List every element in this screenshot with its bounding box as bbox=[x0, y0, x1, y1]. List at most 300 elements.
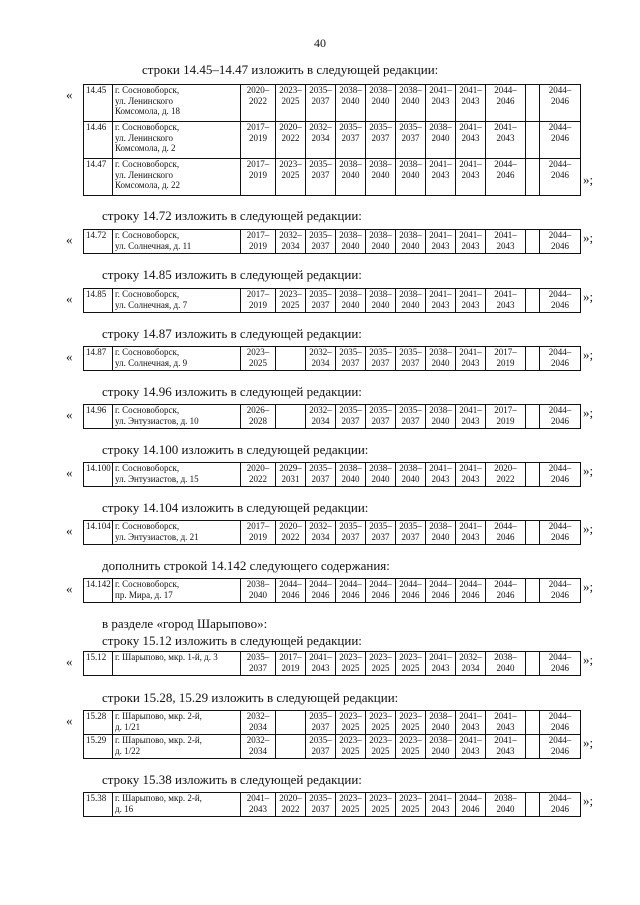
period-cell bbox=[526, 521, 540, 545]
table-row bbox=[84, 159, 581, 196]
period-start: 2041– bbox=[459, 463, 482, 473]
period-start: 2035– bbox=[369, 521, 392, 531]
period-start: 2017– bbox=[279, 652, 302, 662]
period-end: 2043 bbox=[461, 132, 480, 143]
period-start: 2038– bbox=[399, 463, 422, 473]
period-cell bbox=[456, 463, 486, 487]
period-end: 2019 bbox=[249, 240, 267, 251]
period-cell bbox=[396, 289, 426, 313]
table-row bbox=[84, 347, 581, 371]
period-start: 2041– bbox=[459, 289, 482, 299]
section-heading: строку 14.104 изложить в следующей редакции: bbox=[102, 500, 369, 515]
period-end: 2046 bbox=[551, 589, 569, 600]
period-end: 2046 bbox=[341, 589, 360, 600]
row-number: 14.85 bbox=[84, 289, 113, 313]
period-cell bbox=[526, 122, 540, 159]
period-start: 2038– bbox=[494, 652, 517, 662]
period-cell bbox=[276, 579, 306, 603]
period-start: 2041– bbox=[494, 711, 517, 721]
table-row bbox=[84, 405, 581, 429]
section-heading: строку 14.96 изложить в следующей редакции: bbox=[102, 384, 362, 399]
period-start: 2044– bbox=[279, 579, 302, 589]
period-start: 2044– bbox=[339, 579, 362, 589]
period-start: 2041– bbox=[246, 793, 270, 803]
period-end: 2034 bbox=[311, 531, 330, 542]
period-start: 2041– bbox=[429, 230, 452, 240]
period-cell bbox=[486, 521, 526, 545]
table-row bbox=[84, 521, 581, 545]
period-start: 2017– bbox=[246, 122, 270, 132]
period-cell bbox=[456, 652, 486, 676]
period-end: 2040 bbox=[496, 803, 515, 814]
period-end: 2046 bbox=[496, 169, 515, 180]
period-start: 2035– bbox=[399, 405, 422, 415]
period-end: 2037 bbox=[371, 132, 390, 143]
period-end: 2037 bbox=[311, 473, 330, 484]
period-start: 2032– bbox=[309, 405, 332, 415]
period-end: 2046 bbox=[496, 95, 515, 106]
address-line: Комсомола, д. 22 bbox=[115, 180, 181, 190]
open-quote: « bbox=[66, 407, 73, 422]
period-cell bbox=[426, 159, 456, 196]
period-start: 2041– bbox=[459, 122, 482, 132]
period-cell bbox=[306, 521, 336, 545]
period-end: 2037 bbox=[401, 531, 420, 542]
period-end: 2037 bbox=[401, 132, 420, 143]
period-end: 2019 bbox=[496, 357, 515, 368]
period-end: 2046 bbox=[551, 95, 569, 106]
period-cell bbox=[336, 85, 366, 122]
period-start: 2044– bbox=[494, 579, 517, 589]
address-line: г. Сосновоборск, bbox=[115, 289, 180, 299]
period-cell bbox=[366, 122, 396, 159]
period-end: 2046 bbox=[281, 589, 300, 600]
period-cell bbox=[426, 347, 456, 371]
period-cell bbox=[366, 579, 396, 603]
period-end: 2043 bbox=[496, 132, 515, 143]
close-quote: »; bbox=[583, 652, 594, 667]
period-cell bbox=[396, 230, 426, 254]
period-end: 2043 bbox=[461, 240, 480, 251]
open-quote: « bbox=[66, 581, 73, 596]
period-start: 2038– bbox=[429, 735, 452, 745]
period-start: 2032– bbox=[309, 347, 332, 357]
period-start: 2017– bbox=[246, 521, 270, 531]
period-end: 2037 bbox=[371, 415, 390, 426]
period-end: 2037 bbox=[341, 415, 360, 426]
period-cell bbox=[486, 347, 526, 371]
period-start: 2038– bbox=[399, 85, 422, 95]
period-cell bbox=[486, 793, 526, 817]
period-end: 2046 bbox=[461, 589, 480, 600]
address-cell bbox=[113, 230, 241, 254]
period-start: 2041– bbox=[459, 405, 482, 415]
row-number: 15.12 bbox=[84, 652, 113, 676]
period-cell bbox=[456, 122, 486, 159]
period-cell bbox=[456, 405, 486, 429]
period-cell bbox=[276, 521, 306, 545]
address-cell bbox=[113, 85, 241, 122]
schedule-table bbox=[83, 710, 581, 759]
period-cell bbox=[306, 463, 336, 487]
period-cell bbox=[486, 405, 526, 429]
page-number: 40 bbox=[314, 36, 326, 50]
period-end: 2046 bbox=[551, 132, 569, 143]
period-end: 2046 bbox=[551, 531, 569, 542]
period-cell bbox=[306, 347, 336, 371]
close-quote: »; bbox=[583, 793, 594, 808]
period-end: 2040 bbox=[341, 240, 360, 251]
period-end: 2037 bbox=[311, 299, 330, 310]
period-cell bbox=[336, 735, 366, 759]
close-quote: »; bbox=[583, 347, 594, 362]
period-start: 2035– bbox=[309, 159, 332, 169]
period-start: 2035– bbox=[399, 347, 422, 357]
period-start: 2038– bbox=[429, 122, 452, 132]
period-end: 2022 bbox=[281, 531, 300, 542]
address-cell bbox=[113, 122, 241, 159]
period-start: 2044– bbox=[548, 711, 572, 721]
schedule-table bbox=[83, 84, 581, 196]
address-line: ул. Энтузиастов, д. 10 bbox=[115, 415, 199, 426]
period-cell bbox=[306, 289, 336, 313]
period-cell bbox=[306, 159, 336, 196]
address-line: г. Шарыпово, мкр. 2-й, bbox=[115, 793, 202, 803]
period-start: 2044– bbox=[548, 289, 572, 299]
period-end: 2046 bbox=[371, 589, 390, 600]
period-start: 2044– bbox=[494, 159, 517, 169]
period-start: 2020– bbox=[494, 463, 517, 473]
period-end: 2037 bbox=[311, 240, 330, 251]
period-start: 2041– bbox=[494, 230, 517, 240]
period-start: 2044– bbox=[548, 652, 572, 662]
address-line: г. Сосновоборск, bbox=[115, 122, 180, 132]
address-line: д. 1/22 bbox=[115, 745, 141, 756]
address-cell bbox=[113, 652, 241, 676]
period-cell bbox=[486, 711, 526, 735]
period-end: 2025 bbox=[341, 803, 360, 814]
period-cell bbox=[241, 159, 276, 196]
row-number: 15.29 bbox=[84, 735, 113, 759]
period-cell bbox=[366, 85, 396, 122]
period-end: 2043 bbox=[311, 662, 330, 673]
period-cell bbox=[456, 85, 486, 122]
period-cell bbox=[396, 122, 426, 159]
period-cell bbox=[526, 85, 540, 122]
period-cell bbox=[540, 159, 581, 196]
period-end: 2019 bbox=[249, 132, 267, 143]
period-cell bbox=[336, 347, 366, 371]
address-cell bbox=[113, 405, 241, 429]
period-cell bbox=[366, 347, 396, 371]
period-cell bbox=[396, 711, 426, 735]
period-end: 2022 bbox=[496, 473, 515, 484]
period-cell bbox=[540, 521, 581, 545]
period-start: 2044– bbox=[309, 579, 332, 589]
period-cell bbox=[366, 463, 396, 487]
schedule-table bbox=[83, 651, 581, 676]
period-end: 2034 bbox=[249, 721, 267, 732]
period-start: 2029– bbox=[279, 463, 302, 473]
period-start: 2041– bbox=[459, 735, 482, 745]
period-cell bbox=[306, 579, 336, 603]
close-quote: »; bbox=[583, 735, 594, 750]
period-cell bbox=[540, 405, 581, 429]
period-start: 2038– bbox=[494, 793, 517, 803]
period-end: 2025 bbox=[401, 721, 420, 732]
period-cell bbox=[336, 793, 366, 817]
period-end: 2043 bbox=[431, 240, 450, 251]
table-row bbox=[84, 463, 581, 487]
period-end: 2043 bbox=[431, 95, 450, 106]
period-end: 2037 bbox=[341, 132, 360, 143]
period-end: 2043 bbox=[461, 169, 480, 180]
table-row bbox=[84, 85, 581, 122]
period-start: 2035– bbox=[309, 793, 332, 803]
address-line: г. Сосновоборск, bbox=[115, 405, 180, 415]
period-start: 2041– bbox=[459, 85, 482, 95]
period-cell bbox=[336, 122, 366, 159]
period-start: 2044– bbox=[369, 579, 392, 589]
period-end: 2037 bbox=[311, 721, 330, 732]
period-cell bbox=[241, 122, 276, 159]
period-start: 2035– bbox=[309, 463, 332, 473]
period-cell bbox=[456, 735, 486, 759]
period-cell bbox=[456, 159, 486, 196]
period-end: 2025 bbox=[401, 745, 420, 756]
period-start: 2038– bbox=[369, 289, 392, 299]
period-start: 2038– bbox=[339, 289, 362, 299]
period-start: 2023– bbox=[399, 735, 422, 745]
period-cell bbox=[486, 652, 526, 676]
period-end: 2043 bbox=[461, 415, 480, 426]
table-row bbox=[84, 711, 581, 735]
period-cell bbox=[336, 463, 366, 487]
section-heading: строку 14.85 изложить в следующей редакции: bbox=[102, 267, 362, 282]
period-start: 2038– bbox=[399, 230, 422, 240]
period-cell bbox=[306, 652, 336, 676]
close-quote: »; bbox=[583, 579, 594, 594]
address-line: ул. Солнечная, д. 7 bbox=[115, 299, 188, 310]
period-start: 2041– bbox=[459, 159, 482, 169]
period-start: 2035– bbox=[309, 230, 332, 240]
period-cell bbox=[526, 579, 540, 603]
row-number: 14.87 bbox=[84, 347, 113, 371]
period-cell bbox=[540, 230, 581, 254]
period-cell bbox=[366, 289, 396, 313]
period-start: 2023– bbox=[399, 711, 422, 721]
period-start: 2017– bbox=[494, 347, 517, 357]
period-end: 2040 bbox=[401, 169, 420, 180]
period-cell bbox=[396, 793, 426, 817]
period-start: 2017– bbox=[246, 230, 270, 240]
period-end: 2040 bbox=[401, 240, 420, 251]
period-start: 2044– bbox=[399, 579, 422, 589]
period-start: 2020– bbox=[279, 793, 302, 803]
period-end: 2040 bbox=[341, 299, 360, 310]
schedule-table bbox=[83, 346, 581, 371]
period-end: 2022 bbox=[281, 803, 300, 814]
period-start: 2041– bbox=[429, 463, 452, 473]
period-cell bbox=[366, 711, 396, 735]
period-end: 2040 bbox=[341, 95, 360, 106]
period-end: 2037 bbox=[371, 531, 390, 542]
period-end: 2046 bbox=[551, 415, 569, 426]
period-end: 2037 bbox=[371, 357, 390, 368]
period-end: 2037 bbox=[401, 415, 420, 426]
section-heading: строку 14.100 изложить в следующей редакции: bbox=[102, 442, 369, 457]
period-cell bbox=[336, 159, 366, 196]
period-end: 2019 bbox=[496, 415, 515, 426]
period-end: 2037 bbox=[341, 357, 360, 368]
period-cell bbox=[336, 289, 366, 313]
period-cell bbox=[396, 347, 426, 371]
period-start: 2041– bbox=[429, 159, 452, 169]
address-line: г. Сосновоборск, bbox=[115, 521, 180, 531]
period-start: 2044– bbox=[494, 85, 517, 95]
period-cell bbox=[276, 735, 306, 759]
period-cell bbox=[241, 463, 276, 487]
period-end: 2040 bbox=[431, 357, 450, 368]
period-cell bbox=[540, 711, 581, 735]
address-line: ул. Солнечная, д. 9 bbox=[115, 357, 188, 368]
address-line: г. Шарыпово, мкр. 2-й, bbox=[115, 711, 202, 721]
address-line: ул. Энтузиастов, д. 21 bbox=[115, 531, 199, 542]
period-end: 2025 bbox=[281, 95, 300, 106]
period-start: 2038– bbox=[369, 85, 392, 95]
period-start: 2032– bbox=[309, 122, 332, 132]
address-cell bbox=[113, 289, 241, 313]
period-start: 2035– bbox=[369, 122, 392, 132]
row-number: 15.38 bbox=[84, 793, 113, 817]
period-cell bbox=[396, 463, 426, 487]
period-cell bbox=[306, 122, 336, 159]
period-cell bbox=[456, 230, 486, 254]
section-heading: строку 14.72 изложить в следующей редакции: bbox=[102, 208, 362, 223]
schedule-table bbox=[83, 229, 581, 254]
period-cell bbox=[526, 793, 540, 817]
period-cell bbox=[540, 122, 581, 159]
address-line: г. Сосновоборск, bbox=[115, 463, 180, 473]
period-end: 2040 bbox=[431, 132, 450, 143]
period-start: 2044– bbox=[548, 521, 572, 531]
period-cell bbox=[526, 652, 540, 676]
period-cell bbox=[241, 711, 276, 735]
close-quote: »; bbox=[583, 289, 594, 304]
period-cell bbox=[526, 230, 540, 254]
period-end: 2046 bbox=[551, 299, 569, 310]
close-quote: »; bbox=[583, 405, 594, 420]
period-cell bbox=[456, 289, 486, 313]
period-cell bbox=[526, 463, 540, 487]
period-end: 2043 bbox=[249, 803, 267, 814]
period-end: 2043 bbox=[431, 299, 450, 310]
period-cell bbox=[336, 711, 366, 735]
period-start: 2023– bbox=[339, 652, 362, 662]
period-cell bbox=[456, 711, 486, 735]
period-cell bbox=[456, 579, 486, 603]
period-cell bbox=[426, 230, 456, 254]
table-row bbox=[84, 230, 581, 254]
period-end: 2046 bbox=[401, 589, 420, 600]
period-start: 2044– bbox=[548, 735, 572, 745]
period-start: 2038– bbox=[429, 347, 452, 357]
period-cell bbox=[540, 793, 581, 817]
address-line: ул. Энтузиастов, д. 15 bbox=[115, 473, 199, 484]
period-start: 2023– bbox=[279, 159, 302, 169]
period-start: 2038– bbox=[399, 289, 422, 299]
period-cell bbox=[396, 521, 426, 545]
section-heading: в разделе «город Шарыпово»: bbox=[102, 616, 268, 631]
period-end: 2025 bbox=[371, 803, 390, 814]
open-quote: « bbox=[66, 465, 73, 480]
period-cell bbox=[336, 230, 366, 254]
period-cell bbox=[306, 711, 336, 735]
period-cell bbox=[526, 711, 540, 735]
period-start: 2041– bbox=[494, 735, 517, 745]
address-line: пр. Мира, д. 17 bbox=[115, 589, 173, 600]
period-start: 2035– bbox=[339, 405, 362, 415]
period-cell bbox=[540, 289, 581, 313]
section-heading: строку 15.38 изложить в следующей редакции: bbox=[102, 772, 362, 787]
period-start: 2023– bbox=[339, 793, 362, 803]
period-start: 2035– bbox=[309, 735, 332, 745]
period-end: 2043 bbox=[461, 473, 480, 484]
period-start: 2020– bbox=[279, 521, 302, 531]
period-end: 2025 bbox=[341, 662, 360, 673]
period-end: 2043 bbox=[431, 473, 450, 484]
period-cell bbox=[276, 652, 306, 676]
table-row bbox=[84, 652, 581, 676]
period-end: 2043 bbox=[496, 745, 515, 756]
period-start: 2041– bbox=[459, 347, 482, 357]
period-cell bbox=[526, 159, 540, 196]
period-cell bbox=[276, 793, 306, 817]
address-cell bbox=[113, 521, 241, 545]
address-line: ул. Ленинского bbox=[115, 95, 173, 106]
period-end: 2040 bbox=[371, 169, 390, 180]
period-start: 2020– bbox=[279, 122, 302, 132]
period-start: 2044– bbox=[429, 579, 452, 589]
period-end: 2022 bbox=[249, 95, 267, 106]
period-end: 2046 bbox=[551, 745, 569, 756]
period-end: 2025 bbox=[371, 721, 390, 732]
period-start: 2023– bbox=[399, 652, 422, 662]
period-end: 2025 bbox=[281, 299, 300, 310]
period-end: 2046 bbox=[311, 589, 330, 600]
period-cell bbox=[241, 579, 276, 603]
address-line: г. Сосновоборск, bbox=[115, 230, 180, 240]
schedule-table bbox=[83, 462, 581, 487]
period-cell bbox=[366, 521, 396, 545]
period-start: 2044– bbox=[548, 793, 572, 803]
period-start: 2032– bbox=[459, 652, 482, 662]
row-number: 14.104 bbox=[84, 521, 113, 545]
period-cell bbox=[241, 347, 276, 371]
period-start: 2041– bbox=[459, 711, 482, 721]
period-cell bbox=[486, 735, 526, 759]
section-heading: дополнить строкой 14.142 следующего содержания: bbox=[102, 558, 390, 573]
period-end: 2037 bbox=[311, 803, 330, 814]
period-end: 2025 bbox=[249, 357, 267, 368]
period-cell bbox=[306, 85, 336, 122]
address-line: ул. Ленинского bbox=[115, 132, 173, 143]
period-end: 2034 bbox=[311, 357, 330, 368]
open-quote: « bbox=[66, 87, 73, 102]
period-start: 2035– bbox=[399, 122, 422, 132]
period-end: 2031 bbox=[281, 473, 300, 484]
period-cell bbox=[276, 405, 306, 429]
